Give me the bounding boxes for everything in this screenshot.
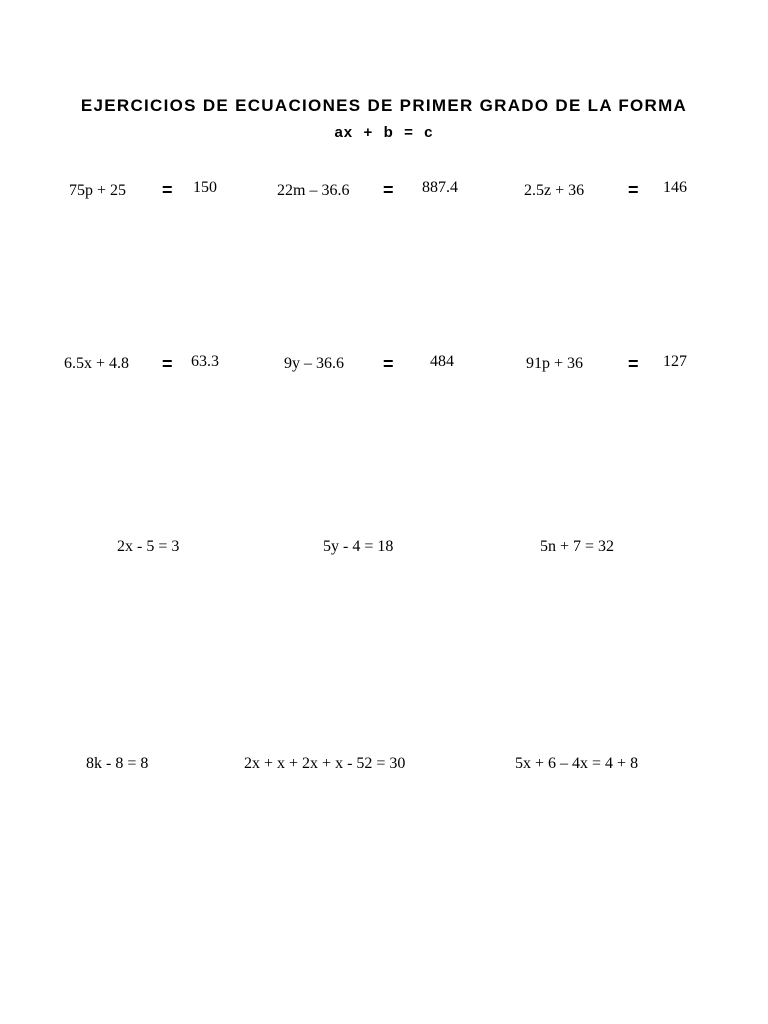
equals-sign: = — [162, 180, 173, 200]
equation-right: 887.4 — [422, 179, 458, 196]
equation-right: 146 — [663, 179, 687, 196]
equation-right: 484 — [430, 353, 454, 370]
equals-sign: = — [628, 354, 639, 374]
equals-sign: = — [383, 180, 394, 200]
equation-left: 9y – 36.6 — [284, 355, 344, 372]
equation-left: 91p + 36 — [526, 355, 584, 372]
equation-left: 75p + 25 — [69, 182, 127, 199]
equals-sign: = — [383, 354, 394, 374]
equation-left: 6.5x + 4.8 — [64, 355, 130, 372]
page-title: EJERCICIOS DE ECUACIONES DE PRIMER GRADO DE LA FORMA — [80, 96, 688, 115]
equation: 5n + 7 = 32 — [540, 538, 615, 555]
equals-sign: = — [162, 354, 173, 374]
equals-sign: = — [628, 180, 639, 200]
equation-left: 2.5z + 36 — [524, 182, 585, 199]
equation-right: 150 — [193, 179, 217, 196]
equation: 8k - 8 = 8 — [86, 755, 149, 772]
equation-left: 22m – 36.6 — [277, 182, 350, 199]
equation-right: 63.3 — [191, 353, 219, 370]
equation: 5x + 6 – 4x = 4 + 8 — [515, 755, 639, 772]
equation: 2x + x + 2x + x - 52 = 30 — [244, 755, 406, 772]
equation-right: 127 — [663, 353, 687, 370]
page-subtitle: ax + b = c — [334, 124, 434, 141]
equation: 5y - 4 = 18 — [323, 538, 394, 555]
equation: 2x - 5 = 3 — [117, 538, 180, 555]
